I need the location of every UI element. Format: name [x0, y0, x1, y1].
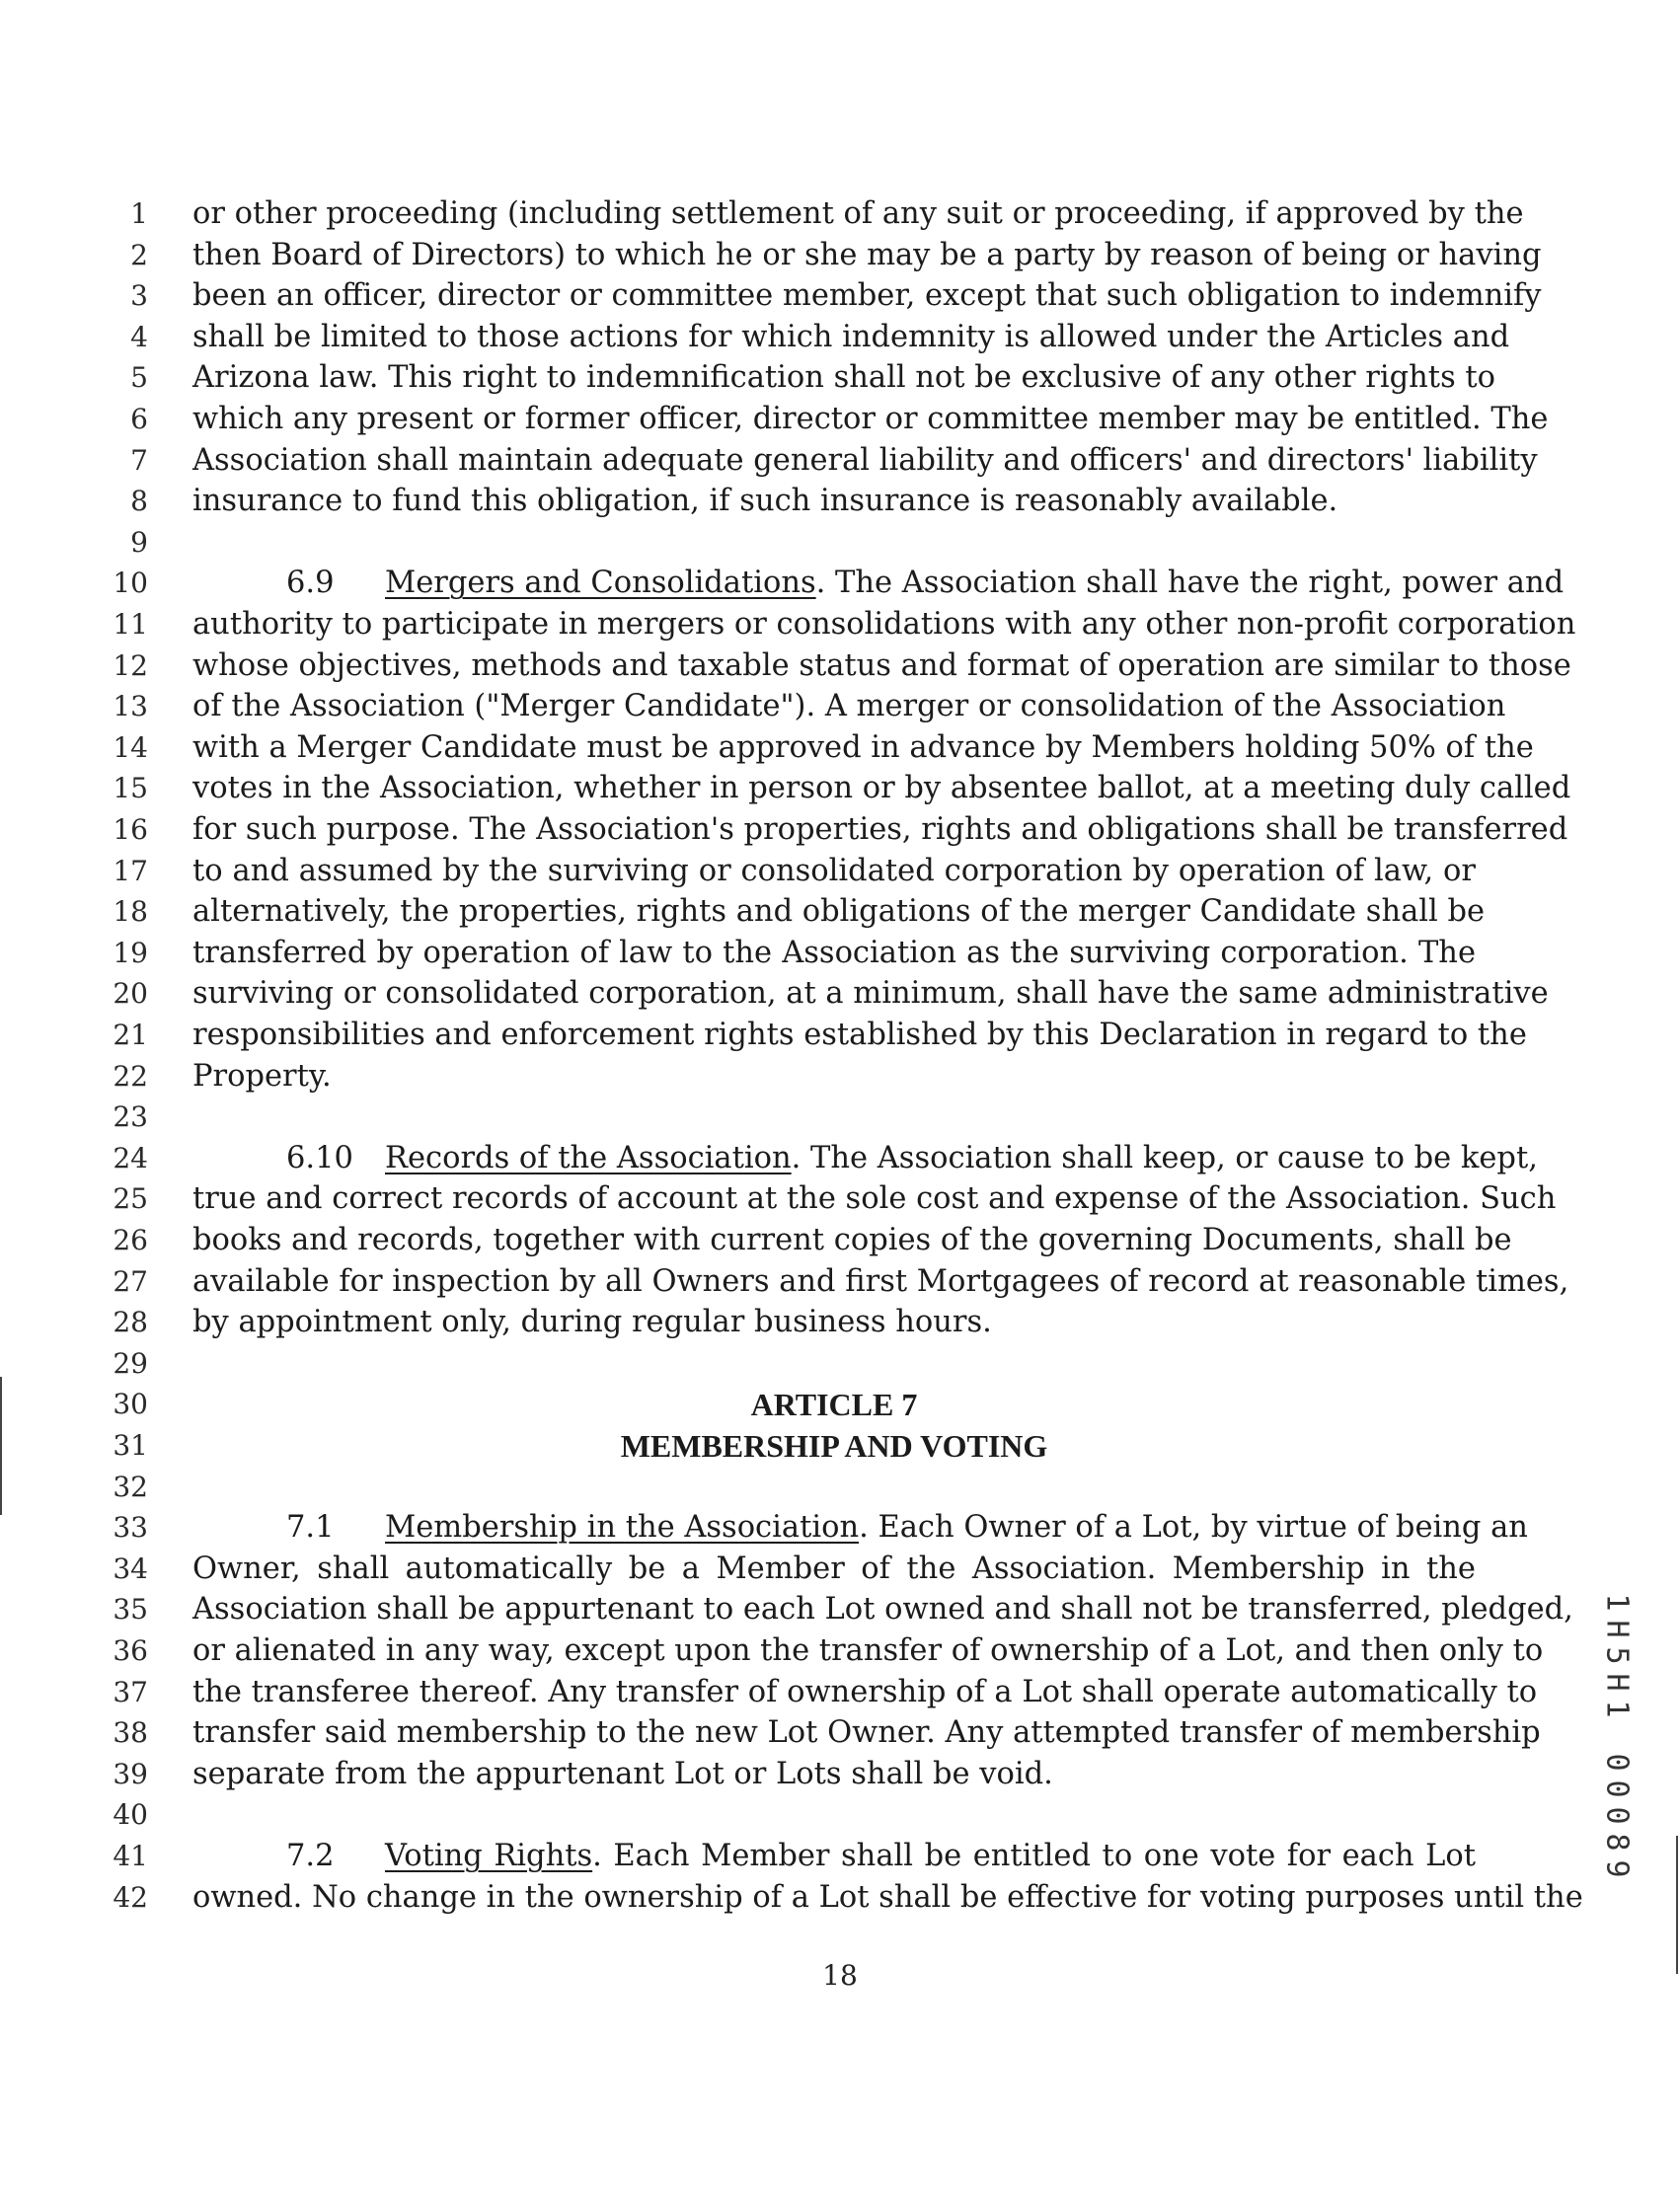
line-number: 7 — [130, 443, 148, 477]
line-number: 6 — [130, 403, 148, 435]
line-number: 33 — [113, 1511, 148, 1545]
line-number: 8 — [130, 485, 148, 518]
page-number: 18 — [822, 1959, 858, 1992]
text-line: insurance to fund this obligation, if such insurance is reasonably available. — [192, 484, 1338, 519]
line-number: 42 — [113, 1880, 148, 1914]
section-number: 6.10 — [286, 1140, 353, 1175]
line-number: 27 — [113, 1264, 148, 1298]
section-heading: Membership in the Association — [385, 1510, 860, 1546]
line-number: 25 — [113, 1182, 148, 1216]
text-line — [192, 1138, 1538, 1179]
text-line: surviving or consolidated corporation, at a minimum, shall have the same administrative — [192, 976, 1549, 1012]
stamp-char: 1 — [1599, 1593, 1635, 1612]
line-number: 18 — [113, 895, 148, 929]
line-number: 36 — [113, 1634, 148, 1667]
line-number: 39 — [113, 1757, 148, 1790]
stamp-char: 5 — [1599, 1646, 1635, 1665]
text-line: Owner, shall automatically be a Member of the Association. Membership in the — [192, 1551, 1476, 1586]
text-line — [192, 1467, 1476, 1508]
line-number: 21 — [113, 1019, 148, 1051]
line-number: 3 — [130, 279, 148, 313]
line-number: 1 — [130, 197, 148, 230]
text-line: been an officer, director or committee member, except that such obligation to indemnify — [192, 278, 1542, 314]
line-number: 11 — [113, 608, 148, 641]
text-line: then Board of Directors) to which he or she may be a party by reason of being or having — [192, 237, 1542, 272]
text-line — [192, 1794, 1476, 1836]
line-number: 5 — [130, 361, 148, 395]
section-number: 7.1 — [286, 1510, 335, 1546]
text-line: authority to participate in mergers or consolidations with any other non-profit corporation — [192, 607, 1576, 642]
text-line: available for inspection by all Owners and first Mortgagees of record at reasonable times, — [192, 1263, 1569, 1299]
line-number: 2 — [130, 238, 148, 271]
text-line: Association shall maintain adequate general liability and officers' and directors' liability — [192, 442, 1538, 478]
line-number: 9 — [130, 525, 148, 559]
line-number: 41 — [113, 1840, 148, 1872]
text-line: by appointment only, during regular business hours. — [192, 1305, 992, 1340]
line-number: 40 — [113, 1798, 148, 1832]
text-line — [192, 1507, 1528, 1549]
text-line: Arizona law. This right to indemnification shall not be exclusive of any other rights to — [192, 360, 1496, 396]
text-line: Association shall be appurtenant to each Lot owned and shall not be transferred, pledged, — [192, 1592, 1573, 1627]
stamp-char: 8 — [1599, 1833, 1635, 1852]
text-line: or other proceeding (including settlement of any suit or proceeding, if approved by the — [192, 196, 1524, 231]
line-number: 17 — [113, 854, 148, 887]
line-number: 14 — [113, 730, 148, 764]
text-line: votes in the Association, whether in person or by absentee ballot, at a meeting duly called — [192, 771, 1571, 806]
left-edge-mark — [0, 1377, 2, 1515]
section-number: 6.9 — [286, 566, 335, 601]
text-line: of the Association ("Merger Candidate"). A merger or consolidation of the Association — [192, 689, 1506, 724]
text-line: with a Merger Candidate must be approved in advance by Members holding 50% of the — [192, 729, 1534, 765]
line-number: 30 — [113, 1388, 148, 1421]
stamp-char: H — [1599, 1620, 1635, 1638]
line-number: 24 — [113, 1141, 148, 1174]
text-line — [192, 522, 1476, 564]
text-line: transfer said membership to the new Lot Owner. Any attempted transfer of membership — [192, 1715, 1541, 1751]
text-line: the transferee thereof. Any transfer of ownership of a Lot shall operate automatically to — [192, 1674, 1538, 1709]
line-number: 23 — [113, 1100, 148, 1134]
line-number: 13 — [113, 690, 148, 723]
line-number: 15 — [113, 772, 148, 805]
line-number: 4 — [130, 320, 148, 353]
line-number: 16 — [113, 813, 148, 846]
text-line: shall be limited to those actions for which indemnity is allowed under the Articles and — [192, 319, 1510, 354]
line-number: 38 — [113, 1716, 148, 1750]
text-line: true and correct records of account at the sole cost and expense of the Association. Such — [192, 1181, 1557, 1217]
line-number: 34 — [113, 1552, 148, 1585]
section-text: . Each Owner of a Lot, by virtue of being an — [859, 1510, 1528, 1546]
line-number: 12 — [113, 648, 148, 682]
stamp-char: 0 — [1599, 1779, 1635, 1798]
text-line: responsibilities and enforcement rights established by this Declaration in regard to the — [192, 1018, 1527, 1052]
text-line — [192, 1343, 1476, 1385]
line-number: 29 — [113, 1346, 148, 1380]
text-line: Property. — [192, 1058, 332, 1094]
section-text: . Each Member shall be entitled to one vote for each Lot — [592, 1839, 1476, 1873]
line-number: 20 — [113, 977, 148, 1011]
line-number: 35 — [113, 1593, 148, 1627]
text-line: or alienated in any way, except upon the transfer of ownership of a Lot, and then only to — [192, 1633, 1544, 1668]
text-line — [192, 1836, 1476, 1877]
section-text: . The Association shall have the right, power and — [815, 566, 1565, 601]
text-line: for such purpose. The Association's properties, rights and obligations shall be transferred — [192, 812, 1568, 847]
section-number: 7.2 — [286, 1839, 335, 1873]
line-number: 31 — [113, 1429, 148, 1462]
line-number: 19 — [113, 936, 148, 969]
text-line: transferred by operation of law to the Association as the surviving corporation. The — [192, 935, 1476, 970]
text-line: books and records, together with current copies of the governing Documents, shall be — [192, 1223, 1512, 1257]
stamp-char: 9 — [1599, 1859, 1635, 1878]
line-number: 28 — [113, 1306, 148, 1339]
text-line: which any present or former officer, director or committee member may be entitled. The — [192, 402, 1549, 436]
text-line: whose objectives, methods and taxable status and format of operation are similar to those — [192, 647, 1571, 683]
text-line: alternatively, the properties, rights and obligations of the merger Candidate shall be — [192, 894, 1486, 930]
section-heading: Mergers and Consolidations — [385, 566, 816, 601]
stamp-char: 1 — [1599, 1700, 1635, 1718]
stamp-char: 0 — [1599, 1806, 1635, 1825]
article-heading: MEMBERSHIP AND VOTING — [620, 1428, 1048, 1464]
text-line: to and assumed by the surviving or consolidated corporation by operation of law, or — [192, 853, 1476, 888]
line-number: 37 — [113, 1675, 148, 1708]
line-number: 10 — [113, 567, 148, 600]
stamp-char: H — [1599, 1673, 1635, 1692]
text-line — [192, 563, 1565, 604]
section-text: . The Association shall keep, or cause to be kept, — [791, 1140, 1538, 1175]
text-line: separate from the appurtenant Lot or Lots shall be void. — [192, 1756, 1053, 1791]
line-number: 26 — [113, 1224, 148, 1256]
line-number: 32 — [113, 1470, 148, 1503]
text-line: owned. No change in the ownership of a Lot shall be effective for voting purposes until the — [192, 1879, 1583, 1915]
section-heading: Voting Rights — [385, 1839, 593, 1873]
text-line — [192, 1097, 1476, 1138]
article-heading: ARTICLE 7 — [750, 1387, 918, 1423]
stamp-char: 0 — [1599, 1753, 1635, 1772]
section-heading: Records of the Association — [385, 1140, 792, 1175]
side-stamp — [1599, 1589, 1635, 1882]
line-number: 22 — [113, 1059, 148, 1093]
right-edge-mark — [1676, 1836, 1678, 1974]
